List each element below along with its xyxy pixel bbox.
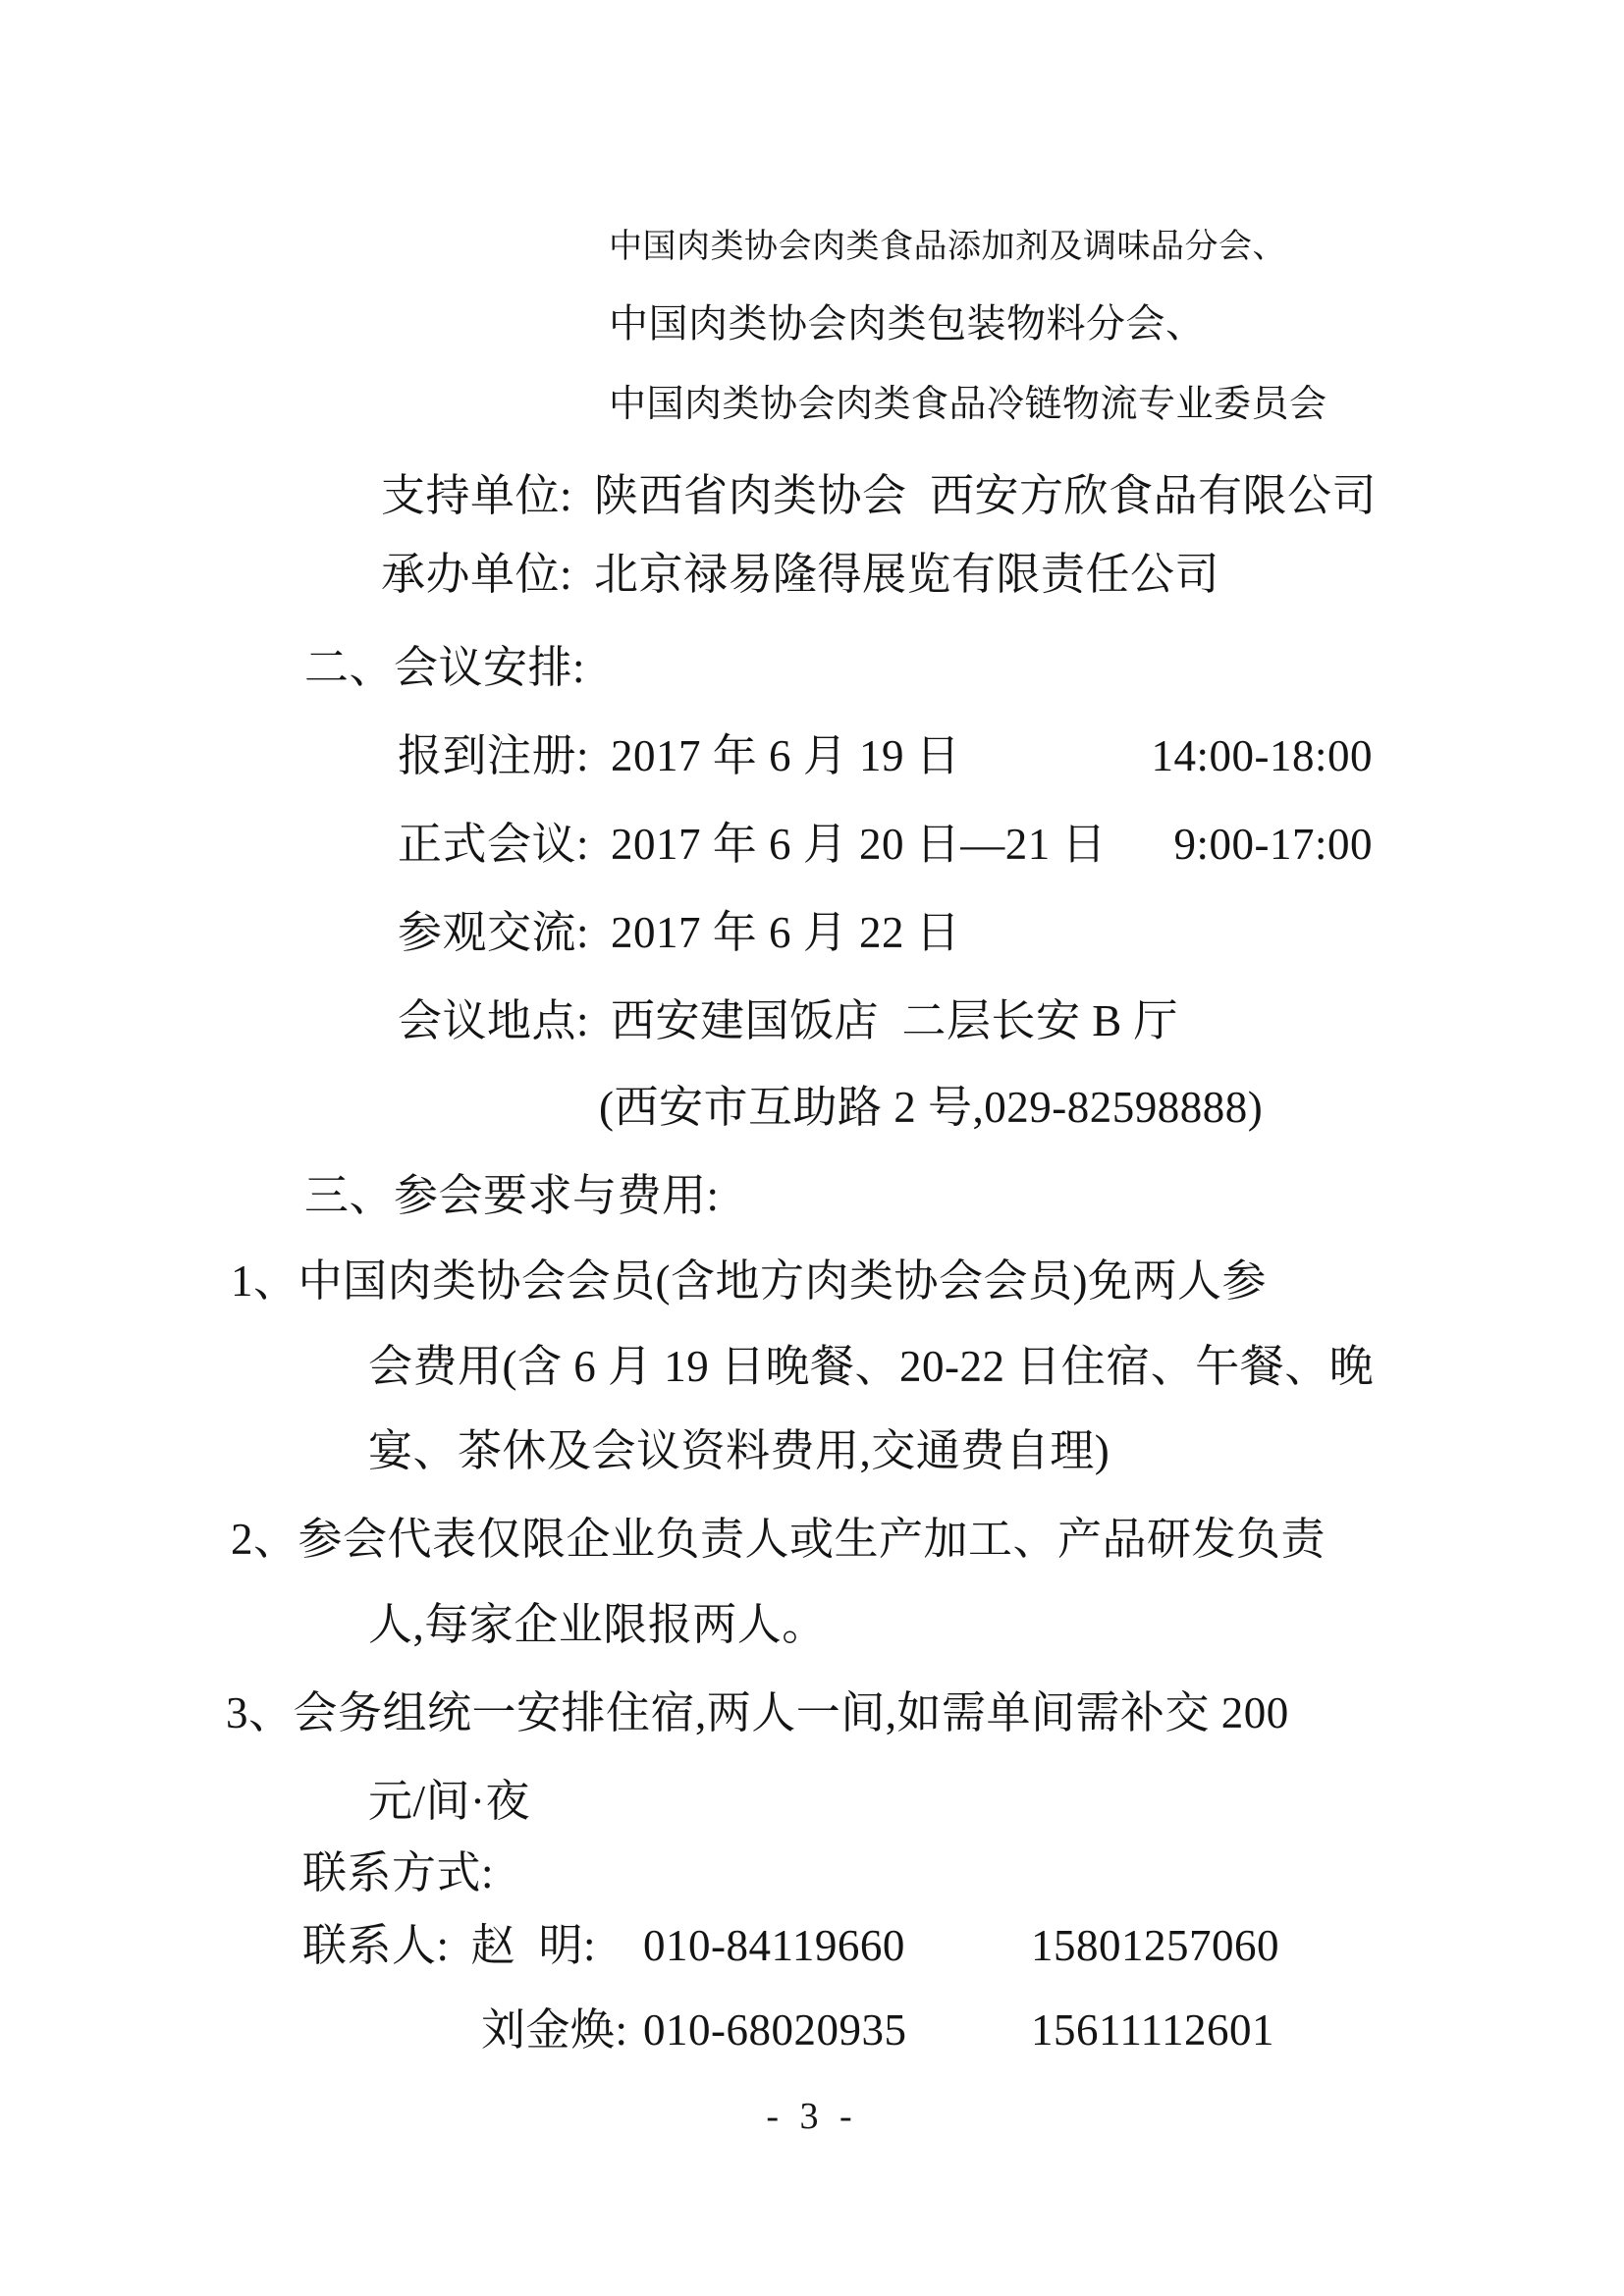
contact-mobile: 15801257060	[1031, 1921, 1279, 1970]
schedule-row-meeting	[0, 815, 1624, 874]
contact-mobile: 15611112601	[1031, 2005, 1274, 2055]
contact-name: 赵 明:	[470, 1921, 597, 1970]
host-unit-line	[381, 545, 1219, 604]
item-3-line-2: 元/间·夜	[368, 1777, 530, 1826]
contact-heading: 联系方式:	[302, 1848, 495, 1897]
support-unit-label: 支持单位:	[381, 471, 573, 520]
contact-name: 刘金焕:	[481, 2005, 628, 2055]
schedule-time: 14:00-18:00	[1151, 731, 1373, 780]
schedule-value: 西安建国饭店 二层长安 B 厅	[611, 996, 1179, 1045]
host-unit-label: 承办单位:	[381, 550, 573, 599]
schedule-time: 9:00-17:00	[1173, 820, 1373, 869]
section-2-heading: 二、会议安排:	[304, 643, 586, 692]
schedule-label: 正式会议:	[398, 820, 590, 869]
organizer-line-3: 中国肉类协会肉类食品冷链物流专业委员会	[609, 384, 1327, 425]
contact-label: 联系人:	[302, 1921, 450, 1970]
contact-row-2	[0, 2001, 1624, 2059]
schedule-row-venue	[0, 991, 1624, 1050]
item-2-line-2: 人,每家企业限报两人。	[368, 1600, 827, 1649]
section-3-heading: 三、参会要求与费用:	[304, 1171, 720, 1220]
item-1-line-2: 会费用(含 6 月 19 日晚餐、20-22 日住宿、午餐、晚	[368, 1342, 1375, 1391]
schedule-row-registration	[0, 726, 1624, 785]
schedule-label: 报到注册:	[398, 731, 590, 780]
contact-row-1	[0, 1916, 1624, 1975]
support-unit-value: 陕西省肉类协会 西安方欣食品有限公司	[594, 471, 1378, 520]
host-unit-value: 北京禄易隆得展览有限责任公司	[594, 550, 1220, 599]
item-2-line-1: 2、参会代表仅限企业负责人或生产加工、产品研发负责	[231, 1515, 1326, 1564]
schedule-row-visit	[0, 903, 1624, 962]
schedule-label: 会议地点:	[398, 996, 590, 1045]
item-3-line-1: 3、会务组统一安排住宿,两人一间,如需单间需补交 200	[226, 1688, 1289, 1737]
schedule-value: 2017 年 6 月 19 日	[611, 731, 961, 780]
organizer-line-2: 中国肉类协会肉类包装物料分会、	[609, 301, 1206, 346]
contact-phone: 010-84119660	[643, 1921, 905, 1970]
schedule-value: 2017 年 6 月 22 日	[611, 908, 961, 957]
support-unit-line	[381, 466, 1377, 525]
contact-phone: 010-68020935	[643, 2005, 907, 2055]
item-1-line-1: 1、中国肉类协会会员(含地方肉类协会会员)免两人参	[231, 1256, 1267, 1306]
organizer-line-1: 中国肉类协会肉类食品添加剂及调味品分会、	[609, 229, 1286, 265]
item-1-line-3: 宴、茶休及会议资料费用,交通费自理)	[368, 1426, 1110, 1475]
schedule-value: 2017 年 6 月 20 日—21 日	[611, 820, 1108, 869]
schedule-label: 参观交流:	[398, 908, 590, 957]
venue-address-note: (西安市互助路 2 号,029-82598888)	[599, 1083, 1264, 1132]
page-number: - 3 -	[766, 2096, 858, 2137]
